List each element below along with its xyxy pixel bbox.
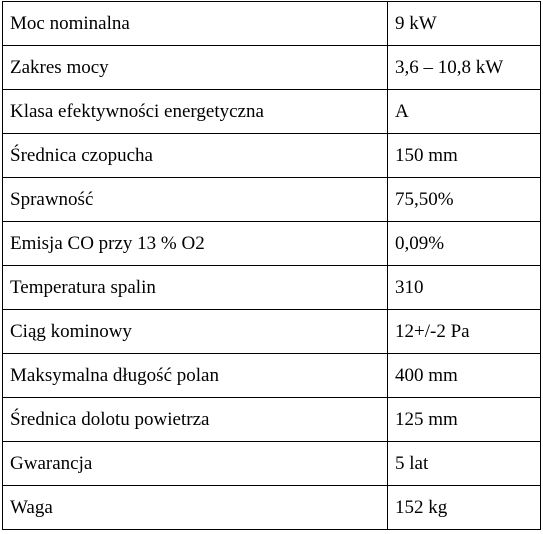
spec-label: Średnica dolotu powietrza bbox=[3, 398, 388, 442]
spec-label: Waga bbox=[3, 486, 388, 530]
spec-value: 75,50% bbox=[388, 178, 541, 222]
spec-value: 0,09% bbox=[388, 222, 541, 266]
spec-value: 152 kg bbox=[388, 486, 541, 530]
spec-value: 400 mm bbox=[388, 354, 541, 398]
spec-value: 310 bbox=[388, 266, 541, 310]
spec-label: Emisja CO przy 13 % O2 bbox=[3, 222, 388, 266]
spec-value: 12+/-2 Pa bbox=[388, 310, 541, 354]
table-row bbox=[3, 46, 541, 90]
spec-value: 9 kW bbox=[388, 2, 541, 46]
table-row bbox=[3, 486, 541, 530]
table-row bbox=[3, 442, 541, 486]
table-row bbox=[3, 222, 541, 266]
table-row bbox=[3, 266, 541, 310]
spec-label: Sprawność bbox=[3, 178, 388, 222]
spec-label: Zakres mocy bbox=[3, 46, 388, 90]
spec-value: 5 lat bbox=[388, 442, 541, 486]
spec-label: Klasa efektywności energetyczna bbox=[3, 90, 388, 134]
table-row bbox=[3, 178, 541, 222]
table-row bbox=[3, 90, 541, 134]
specification-table bbox=[2, 1, 541, 530]
spec-label: Średnica czopucha bbox=[3, 134, 388, 178]
spec-value: 3,6 – 10,8 kW bbox=[388, 46, 541, 90]
table-row bbox=[3, 354, 541, 398]
table-row bbox=[3, 398, 541, 442]
table-row bbox=[3, 134, 541, 178]
spec-value: 150 mm bbox=[388, 134, 541, 178]
spec-label: Gwarancja bbox=[3, 442, 388, 486]
spec-label: Maksymalna długość polan bbox=[3, 354, 388, 398]
spec-value: 125 mm bbox=[388, 398, 541, 442]
spec-label: Temperatura spalin bbox=[3, 266, 388, 310]
spec-value: A bbox=[388, 90, 541, 134]
table-row bbox=[3, 2, 541, 46]
spec-label: Moc nominalna bbox=[3, 2, 388, 46]
table-row bbox=[3, 310, 541, 354]
spec-label: Ciąg kominowy bbox=[3, 310, 388, 354]
